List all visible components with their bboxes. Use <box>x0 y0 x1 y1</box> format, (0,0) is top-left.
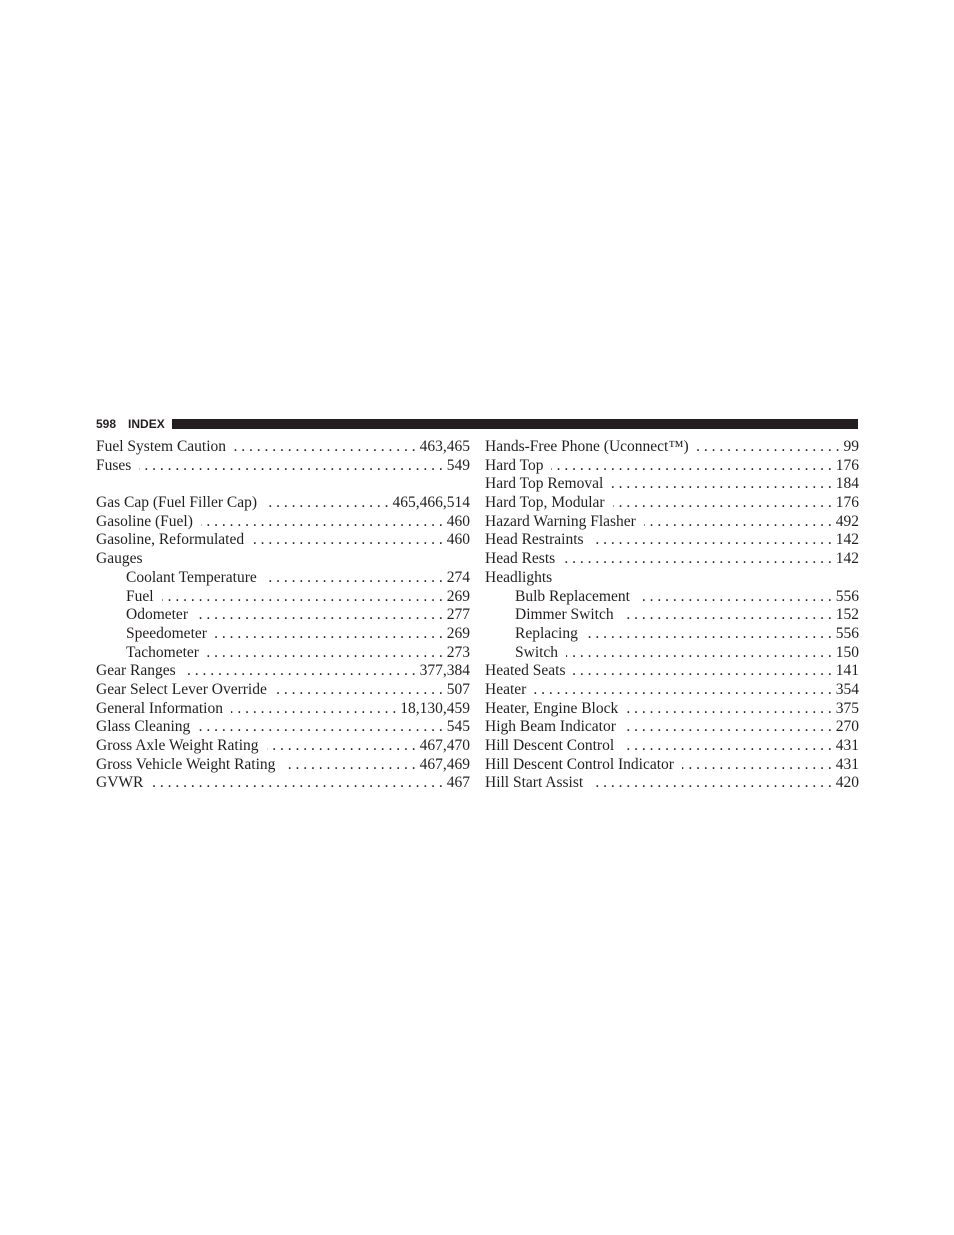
dot-leader <box>215 625 443 644</box>
entry-page-ref: 18,130,459 <box>400 699 470 717</box>
dot-leader <box>644 513 832 532</box>
index-entry <box>485 774 859 793</box>
index-entry <box>485 475 859 494</box>
index-entry <box>96 756 470 775</box>
dot-leader <box>622 606 832 625</box>
entry-page-ref: 556 <box>835 624 859 642</box>
entry-label: Bulb Replacement <box>515 587 630 605</box>
page-number: 598 <box>96 417 117 431</box>
dot-leader <box>234 438 416 457</box>
index-subentry <box>485 606 859 625</box>
dot-leader <box>682 756 832 775</box>
entry-label: Headlights <box>485 568 553 586</box>
entry-label: Hill Descent Control <box>485 737 615 754</box>
index-entry <box>485 700 859 719</box>
entry-page-ref: 556 <box>835 587 859 605</box>
entry-page-ref: 465,466,514 <box>392 494 470 512</box>
index-entry <box>96 438 470 457</box>
entry-label: Gear Ranges <box>96 662 176 680</box>
index-column-right <box>485 438 859 793</box>
index-subentry <box>96 644 470 663</box>
entry-page-ref: 269 <box>446 587 470 605</box>
entry-page-ref: 467 <box>446 774 470 792</box>
index-subentry <box>485 588 859 607</box>
entry-page-ref: 507 <box>446 680 470 698</box>
index-subentry <box>96 569 470 588</box>
dot-leader <box>267 737 416 756</box>
entry-label: Hard Top <box>485 456 544 474</box>
entry-page-ref: 142 <box>835 550 859 568</box>
index-entry <box>485 569 859 588</box>
entry-page-ref: 176 <box>835 456 859 474</box>
index-entry <box>96 550 470 569</box>
section-title: INDEX <box>128 417 165 431</box>
header-rule <box>172 419 858 429</box>
dot-leader <box>201 513 443 532</box>
index-entry <box>96 774 470 793</box>
dot-leader <box>196 606 443 625</box>
entry-label: Hill Descent Control Indicator <box>485 755 674 773</box>
dot-leader <box>563 550 832 569</box>
entry-label: High Beam Indicator <box>485 718 616 736</box>
entry-page-ref: 270 <box>835 718 859 736</box>
entry-label: Tachometer <box>126 643 199 661</box>
dot-leader <box>697 438 840 457</box>
entry-label: Gauges <box>96 550 143 568</box>
dot-leader <box>265 494 388 513</box>
entry-page-ref: 467,470 <box>419 737 470 754</box>
entry-label: Gas Cap (Fuel Filler Cap) <box>96 494 258 512</box>
index-entry <box>485 531 859 550</box>
entry-page-ref: 460 <box>446 531 470 549</box>
dot-leader <box>198 718 442 737</box>
dot-leader <box>611 475 831 494</box>
entry-label: Gross Vehicle Weight Rating <box>96 755 276 773</box>
index-entry <box>485 681 859 700</box>
entry-label: Head Restraints <box>485 531 584 549</box>
dot-leader <box>207 644 443 663</box>
index-entry <box>485 513 859 532</box>
entry-page-ref: 431 <box>835 755 859 773</box>
entry-page-ref: 184 <box>835 475 859 493</box>
entry-label: General Information <box>96 699 223 717</box>
entry-label: Fuses <box>96 456 132 474</box>
index-entry <box>96 700 470 719</box>
entry-label: Replacing <box>515 624 578 642</box>
index-entry <box>485 494 859 513</box>
entry-label: Gear Select Lever Override <box>96 680 267 698</box>
index-subentry <box>96 588 470 607</box>
dot-leader <box>573 662 831 681</box>
dot-leader <box>566 644 832 663</box>
entry-page-ref: 141 <box>835 662 859 680</box>
index-entry <box>485 438 859 457</box>
entry-label: GVWR <box>96 774 144 792</box>
index-column-left <box>96 438 470 793</box>
entry-page-ref: 274 <box>446 568 470 586</box>
entry-label: Gasoline, Reformulated <box>96 531 245 549</box>
entry-label: Glass Cleaning <box>96 718 191 736</box>
index-entry <box>485 457 859 476</box>
index-entry <box>485 662 859 681</box>
dot-leader <box>622 737 832 756</box>
entry-page-ref: 176 <box>835 494 859 512</box>
entry-label: Hard Top Removal <box>485 475 604 493</box>
entry-label: Gross Axle Weight Rating <box>96 737 259 754</box>
entry-label: Switch <box>515 643 559 661</box>
dot-leader <box>252 531 443 550</box>
entry-page-ref: 273 <box>446 643 470 661</box>
dot-leader <box>591 774 832 793</box>
entry-page-ref: 377,384 <box>419 662 470 680</box>
entry-label: Hands-Free Phone (Uconnect™) <box>485 438 689 455</box>
index-entry <box>96 681 470 700</box>
entry-label: Hard Top, Modular <box>485 494 605 512</box>
entry-page-ref: 277 <box>446 606 470 624</box>
entry-page-ref: 420 <box>835 774 859 792</box>
index-spacer <box>96 475 470 494</box>
entry-page-ref: 375 <box>835 699 859 717</box>
index-entry <box>485 756 859 775</box>
entry-page-ref: 354 <box>835 680 859 698</box>
entry-page-ref: 150 <box>835 643 859 661</box>
index-subentry <box>485 625 859 644</box>
index-entry <box>485 718 859 737</box>
dot-leader <box>184 662 416 681</box>
entry-page-ref: 549 <box>446 456 470 474</box>
entry-label: Heated Seats <box>485 662 566 680</box>
dot-leader <box>586 625 832 644</box>
entry-label: Fuel System Caution <box>96 438 227 455</box>
entry-page-ref: 467,469 <box>419 755 470 773</box>
index-entry <box>96 662 470 681</box>
dot-leader <box>534 681 831 700</box>
dot-leader <box>592 531 832 550</box>
entry-label: Hill Start Assist <box>485 774 584 792</box>
entry-page-ref: 142 <box>835 531 859 549</box>
index-entry <box>485 737 859 756</box>
entry-page-ref: 460 <box>446 512 470 530</box>
dot-leader <box>275 681 443 700</box>
entry-page-ref: 269 <box>446 624 470 642</box>
index-entry <box>96 718 470 737</box>
entry-label: Heater <box>485 680 527 698</box>
entry-label: Speedometer <box>126 624 207 642</box>
index-entry <box>96 513 470 532</box>
index-entry <box>96 737 470 756</box>
index-entry <box>485 550 859 569</box>
dot-leader <box>265 569 443 588</box>
dot-leader <box>151 774 442 793</box>
dot-leader <box>613 494 832 513</box>
entry-page-ref: 152 <box>835 606 859 624</box>
entry-label: Fuel <box>126 587 154 605</box>
entry-label: Odometer <box>126 606 188 624</box>
index-entry <box>96 457 470 476</box>
index-entry <box>96 531 470 550</box>
index-subentry <box>96 606 470 625</box>
dot-leader <box>139 457 442 476</box>
entry-label: Coolant Temperature <box>126 568 257 586</box>
entry-label: Gasoline (Fuel) <box>96 512 193 530</box>
index-subentry <box>96 625 470 644</box>
dot-leader <box>624 718 832 737</box>
dot-leader <box>283 756 415 775</box>
dot-leader <box>638 588 832 607</box>
entry-label: Dimmer Switch <box>515 606 614 624</box>
entry-label: Head Rests <box>485 550 556 568</box>
dot-leader <box>162 588 443 607</box>
entry-label: Heater, Engine Block <box>485 699 619 717</box>
index-entry <box>96 494 470 513</box>
dot-leader <box>626 700 832 719</box>
dot-leader <box>551 457 831 476</box>
page-header <box>96 417 858 431</box>
entry-page-ref: 431 <box>835 737 859 754</box>
entry-page-ref: 99 <box>843 438 859 455</box>
entry-page-ref: 545 <box>446 718 470 736</box>
index-subentry <box>485 644 859 663</box>
dot-leader <box>231 700 396 719</box>
entry-page-ref: 463,465 <box>419 438 470 455</box>
entry-page-ref: 492 <box>835 512 859 530</box>
entry-label: Hazard Warning Flasher <box>485 512 636 530</box>
